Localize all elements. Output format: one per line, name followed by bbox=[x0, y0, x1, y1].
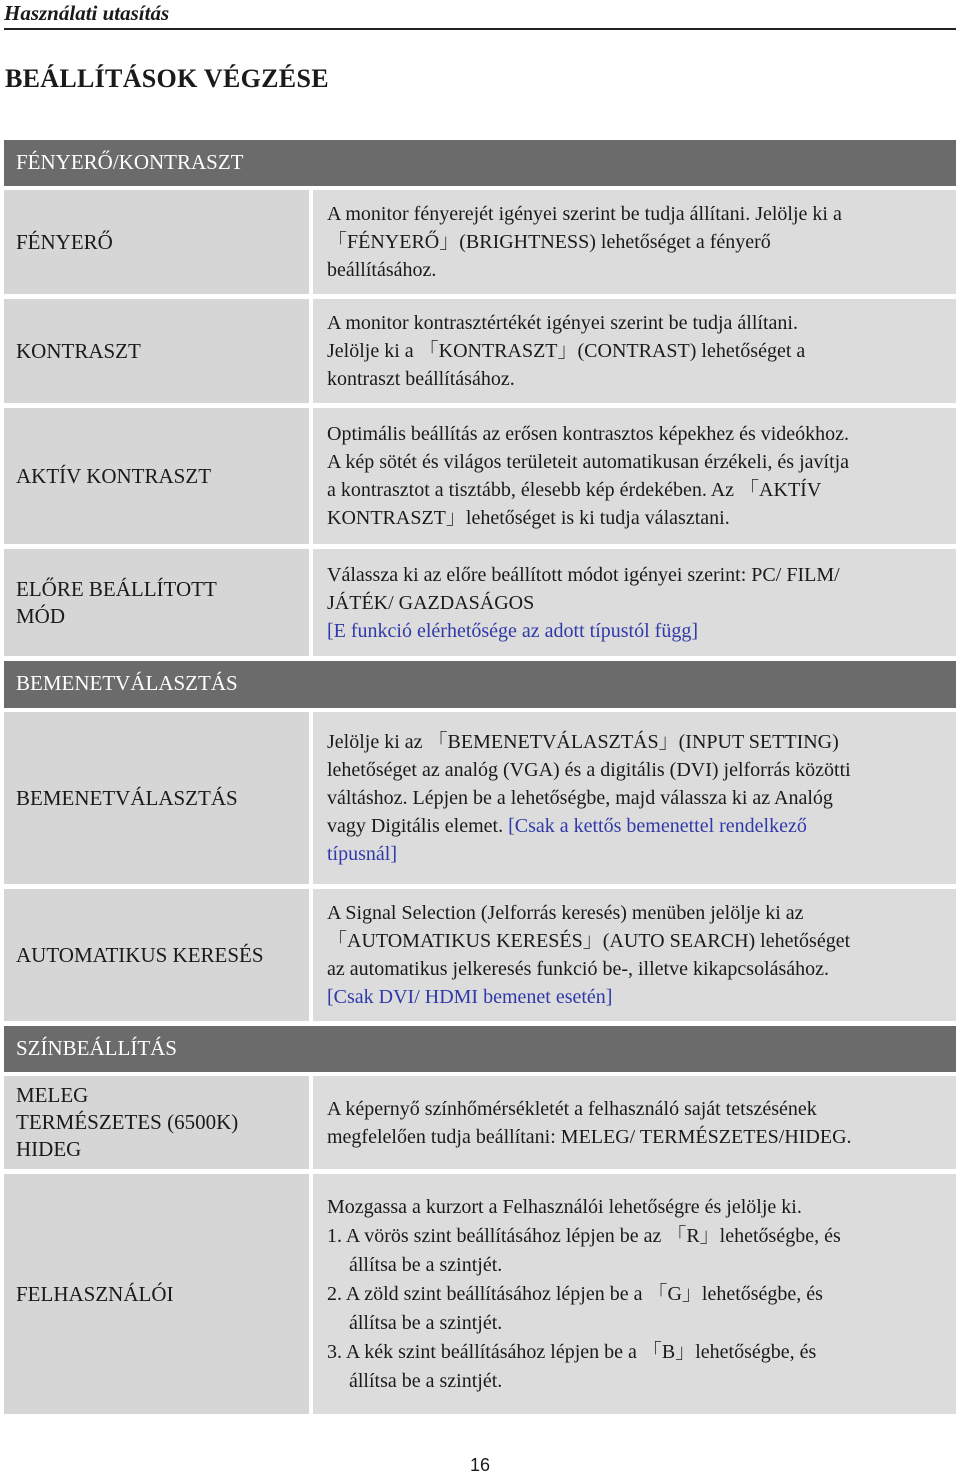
desc-line bbox=[327, 812, 948, 840]
list-item-blue-cont: állítsa be a szintjét. bbox=[349, 1369, 503, 1392]
row-label-text: ELŐRE BEÁLLÍTOTT bbox=[16, 576, 217, 601]
list-item-green-cont: állítsa be a szintjét. bbox=[349, 1311, 503, 1334]
desc-line: Mozgassa a kurzort a Felhasználói lehetőségre és jelölje ki. bbox=[327, 1195, 802, 1218]
row-label-text: FÉNYERŐ bbox=[16, 229, 113, 254]
row-label-user-color bbox=[4, 1174, 309, 1414]
row-label-brightness bbox=[4, 190, 309, 294]
desc-line: az automatikus jelkeresés funkció be-, illetve kikapcsolásához. bbox=[327, 958, 830, 980]
list-item-green: 2. A zöld szint beállításához lépjen be a 「G」lehetőségbe, és bbox=[327, 1282, 823, 1305]
page-title: BEÁLLÍTÁSOK VÉGZÉSE bbox=[5, 64, 329, 93]
row-label-text: KONTRASZT bbox=[16, 338, 141, 363]
desc-line: lehetőséget az analóg (VGA) és a digitális (DVI) jelforrás közötti bbox=[327, 759, 851, 781]
section-header-color bbox=[4, 1026, 956, 1072]
section-header-brightness-contrast bbox=[4, 140, 956, 186]
list-item-red: 1. A vörös szint beállításához lépjen be az 「R」lehetőségbe, és bbox=[327, 1224, 841, 1247]
row-desc-user-color bbox=[313, 1174, 956, 1414]
availability-note-cont: típusnál] bbox=[327, 843, 397, 865]
header-rule bbox=[4, 28, 956, 30]
document-header-title: Használati utasítás bbox=[4, 1, 170, 25]
desc-line: A Signal Selection (Jelforrás keresés) menüben jelölje ki az bbox=[327, 902, 804, 924]
row-label-text: HIDEG bbox=[16, 1137, 82, 1161]
row-label-text: AKTÍV KONTRASZT bbox=[16, 463, 212, 488]
desc-line: kontraszt beállításához. bbox=[327, 368, 515, 390]
desc-line: KONTRASZT」lehetőséget is ki tudja választani. bbox=[327, 507, 730, 529]
availability-note: [Csak DVI/ HDMI bemenet esetén] bbox=[327, 986, 613, 1008]
desc-line: JÁTÉK/ GAZDASÁGOS bbox=[327, 591, 535, 614]
row-label-input-select bbox=[4, 712, 309, 884]
row-label-color-presets bbox=[4, 1076, 309, 1169]
desc-line: Válassza ki az előre beállított módot igényei szerint: PC/ FILM/ bbox=[327, 563, 840, 586]
section-title: SZÍNBEÁLLÍTÁS bbox=[16, 1036, 177, 1060]
row-label-text: BEMENETVÁLASZTÁS bbox=[16, 785, 238, 810]
desc-line: a kontrasztot a tisztább, élesebb kép érdekében. Az 「AKTÍV bbox=[327, 479, 822, 501]
desc-line: megfelelően tudja beállítani: MELEG/ TERMÉSZETES/HIDEG. bbox=[327, 1125, 852, 1148]
row-label-text: AUTOMATIKUS KERESÉS bbox=[16, 942, 264, 967]
row-desc-preset-mode bbox=[313, 549, 956, 656]
availability-note: [E funkció elérhetősége az adott típustól függ] bbox=[327, 619, 698, 642]
row-label-text: TERMÉSZETES (6500K) bbox=[16, 1110, 239, 1134]
row-desc-contrast bbox=[313, 299, 956, 403]
row-desc-active-contrast bbox=[313, 408, 956, 544]
desc-line: A monitor fényerejét igényei szerint be tudja állítani. Jelölje ki a bbox=[327, 203, 842, 225]
row-desc-auto-search bbox=[313, 889, 956, 1021]
row-label-text: MELEG bbox=[16, 1083, 89, 1107]
page-number: 16 bbox=[469, 1455, 491, 1475]
row-label-contrast bbox=[4, 299, 309, 403]
row-desc-color-presets bbox=[313, 1076, 956, 1169]
desc-line: A képernyő színhőmérsékletét a felhasználó saját tetszésének bbox=[327, 1097, 817, 1120]
row-label-active-contrast bbox=[4, 408, 309, 544]
desc-line: A kép sötét és világos területeit automatikusan érzékeli, és javítja bbox=[327, 451, 850, 473]
desc-line: váltáshoz. Lépjen be a lehetőségbe, majd válassza ki az Analóg bbox=[327, 787, 833, 809]
list-item-red-cont: állítsa be a szintjét. bbox=[349, 1253, 503, 1276]
desc-line: Optimális beállítás az erősen kontrasztos képekhez és videókhoz. bbox=[327, 423, 850, 445]
desc-line: 「AUTOMATIKUS KERESÉS」(AUTO SEARCH) lehetőséget bbox=[327, 930, 851, 952]
section-title: BEMENETVÁLASZTÁS bbox=[16, 671, 238, 695]
desc-line: A monitor kontrasztértékét igényei szerint be tudja állítani. bbox=[327, 312, 798, 334]
availability-note: [Csak a kettős bemenettel rendelkező bbox=[508, 815, 807, 837]
desc-line: Jelölje ki a 「KONTRASZT」(CONTRAST) lehetőséget a bbox=[327, 340, 806, 362]
desc-line: Jelölje ki az 「BEMENETVÁLASZTÁS」(INPUT SETTING) bbox=[327, 731, 839, 753]
section-title: FÉNYERŐ/KONTRASZT bbox=[16, 150, 244, 174]
row-desc-brightness bbox=[313, 190, 956, 294]
row-label-text: FELHASZNÁLÓI bbox=[16, 1281, 174, 1306]
desc-text: vagy Digitális elemet. bbox=[327, 815, 504, 837]
row-desc-input-select bbox=[313, 712, 956, 884]
row-label-text: MÓD bbox=[16, 603, 66, 628]
desc-line: 「FÉNYERŐ」(BRIGHTNESS) lehetőséget a fényerő bbox=[327, 231, 771, 253]
row-label-auto-search bbox=[4, 889, 309, 1021]
section-header-input bbox=[4, 661, 956, 708]
row-label-preset-mode bbox=[4, 549, 309, 656]
list-item-blue: 3. A kék szint beállításához lépjen be a 「B」lehetőségbe, és bbox=[327, 1340, 817, 1363]
desc-line: beállításához. bbox=[327, 259, 437, 281]
